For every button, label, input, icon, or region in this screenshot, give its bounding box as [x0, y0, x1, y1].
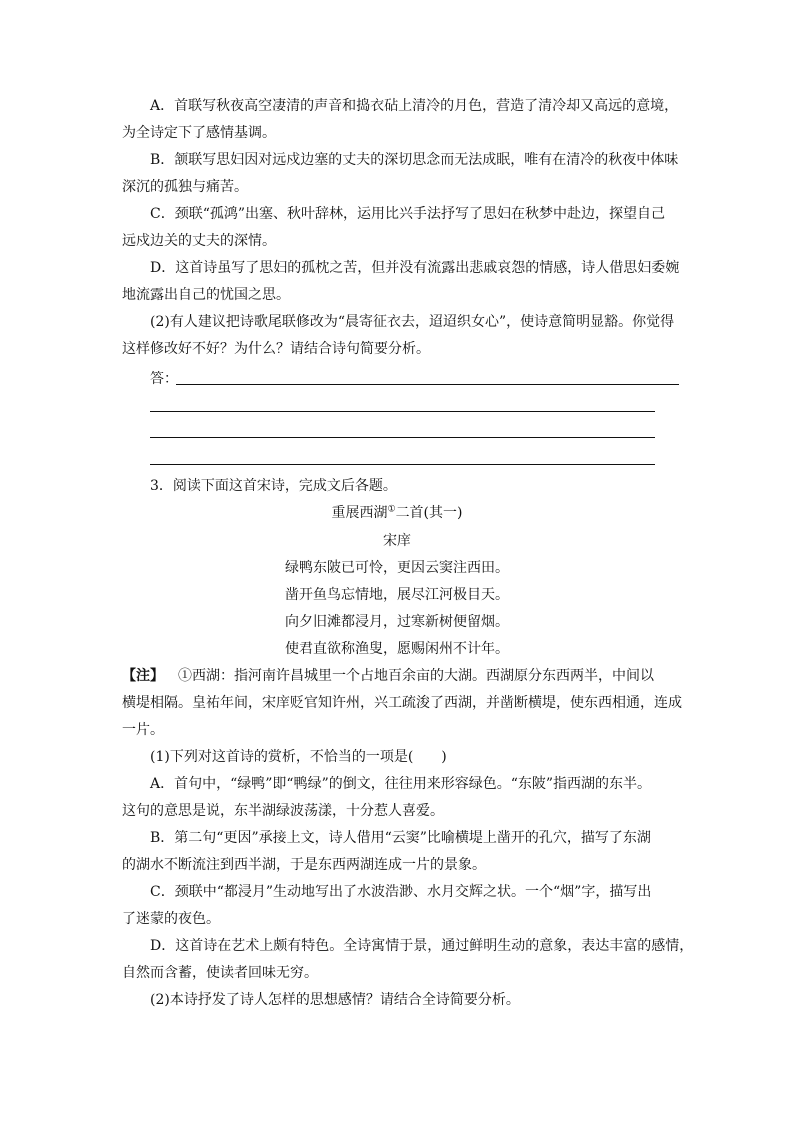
answer-line-1[interactable] [176, 384, 679, 385]
note-text-line1: ①西湖：指河南许昌城里一个占地百余亩的大湖。西湖原分东西两半，中间以 [178, 668, 654, 684]
answer-label: 答： [150, 371, 178, 387]
answer-line-4[interactable] [150, 464, 655, 465]
q3-option-d-line1: D．这首诗在艺术上颇有特色。全诗寓情于景，通过鲜明生动的意象，表达丰富的感情， [150, 938, 694, 954]
q2-option-a-line1: A．首联写秋夜高空凄清的声音和捣衣砧上清冷的月色，营造了清冷却又高远的意境， [150, 98, 679, 114]
poem-line-4: 使君直欲称渔叟，愿赐闲州不计年。 [285, 641, 509, 657]
q2-option-d-line1: D．这首诗虽写了思妇的孤枕之苦，但并没有流露出悲戚哀怨的情感，诗人借思妇委婉 [150, 260, 680, 276]
q3-option-a-line2: 这句的意思是说，东半湖绿波荡漾，十分惹人喜爱。 [122, 803, 444, 819]
poem-title-main: 重展西湖 [331, 505, 388, 521]
poem-title-rest: 二首(其一) [395, 505, 463, 521]
poem-title-footnote-mark: ① [387, 504, 396, 515]
answer-line-3[interactable] [150, 437, 655, 438]
q3-prompt: 3．阅读下面这首宋诗，完成文后各题。 [150, 478, 397, 494]
q2-option-b-line1: B．颔联写思妇因对远戍边塞的丈夫的深切思念而无法成眠，唯有在清冷的秋夜中体味 [150, 152, 679, 168]
q2-sub2-line2: 这样修改好不好？为什么？请结合诗句简要分析。 [122, 341, 430, 357]
q3-sub2: (2)本诗抒发了诗人怎样的思想感情？请结合全诗简要分析。 [150, 992, 520, 1008]
answer-line-2[interactable] [150, 411, 655, 412]
q3-sub1: (1)下列对这首诗的赏析，不恰当的一项是( ) [150, 749, 447, 765]
poem-line-2: 凿开鱼鸟忘情地，展尽江河极目天。 [285, 587, 509, 603]
q3-option-c-line1: C．颈联中“都浸月”生动地写出了水波浩渺、水月交辉之状。一个“烟”字，描写出 [150, 884, 652, 900]
q3-option-d-line2: 自然而含蓄，使读者回味无穷。 [122, 965, 318, 981]
poem-author: 宋庠 [383, 533, 411, 549]
q3-option-c-line2: 了迷蒙的夜色。 [122, 911, 220, 927]
q3-option-a-line1: A．首句中，“绿鸭”即“鸭绿”的倒文，往往用来形容绿色。“东陂”指西湖的东半。 [150, 776, 652, 792]
q2-option-b-line2: 深沉的孤独与痛苦。 [122, 179, 248, 195]
poem-note-line1 [122, 666, 654, 686]
poem-line-3: 向夕旧滩都浸月，过寒新树便留烟。 [285, 614, 509, 630]
q3-option-b-line1: B．第二句“更因”承接上文，诗人借用“云窦”比喻横堤上凿开的孔穴，描写了东湖 [150, 830, 651, 846]
poem-note-line2: 横堤相隔。皇祐年间，宋庠贬官知许州，兴工疏浚了西湖，并凿断横堤，使东西相通，连成 [122, 695, 682, 711]
q2-sub2-line1: (2)有人建议把诗歌尾联修改为“晨寄征衣去，迢迢织女心”，使诗意简明显豁。你觉得 [150, 314, 675, 330]
poem-note-line3: 一片。 [122, 722, 164, 738]
q2-option-d-line2: 地流露出自己的忧国之思。 [122, 287, 290, 303]
q2-option-c-line2: 远戍边关的丈夫的深情。 [122, 233, 276, 249]
q3-option-b-line2: 的湖水不断流注到西半湖，于是东西两湖连成一片的景象。 [122, 857, 486, 873]
q2-option-a-line2: 为全诗定下了感情基调。 [122, 125, 276, 141]
note-tag: 【注】 [122, 668, 164, 684]
q2-option-c-line1: C．颈联“孤鸿”出塞、秋叶辞林，运用比兴手法抒写了思妇在秋梦中赴边，探望自己 [150, 206, 666, 222]
poem-title [0, 503, 794, 523]
poem-line-1: 绿鸭东陂已可怜，更因云窦注西田。 [285, 560, 509, 576]
